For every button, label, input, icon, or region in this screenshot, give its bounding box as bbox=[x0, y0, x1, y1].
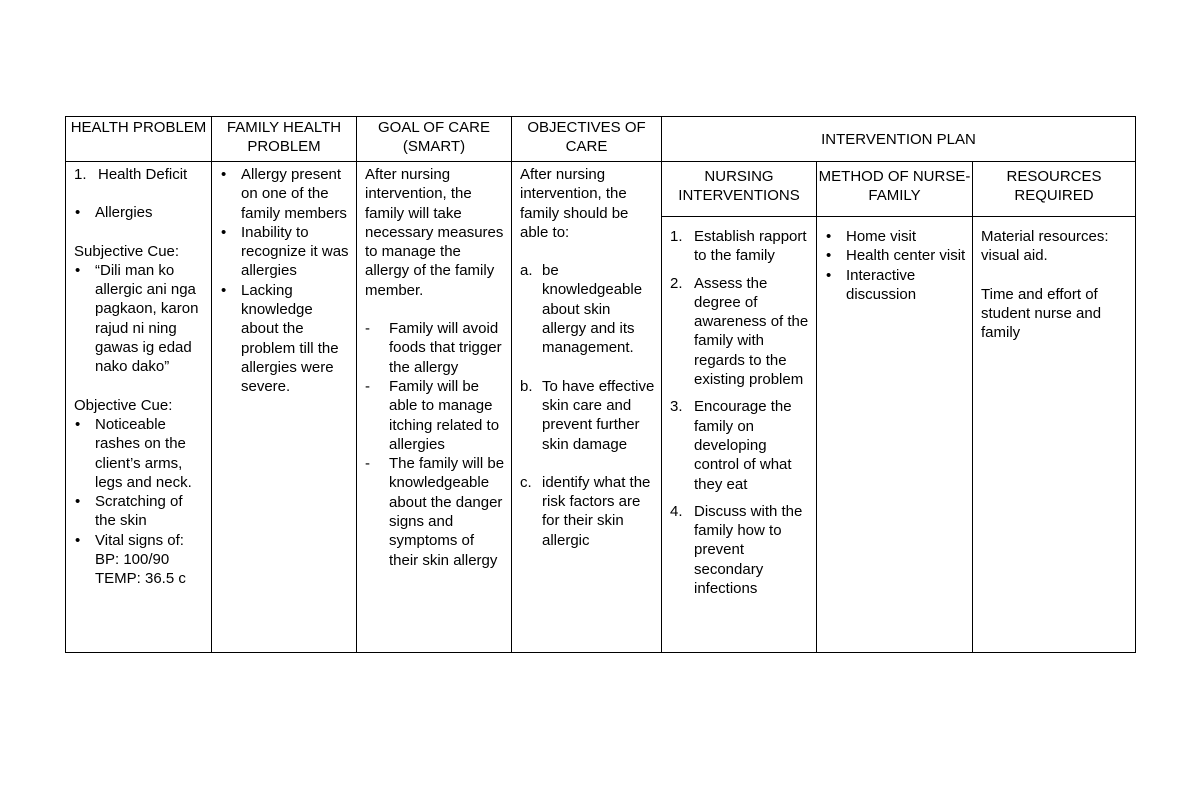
list-item: • Health center visit bbox=[825, 246, 966, 265]
header-nursing-interventions: NURSING INTERVENTIONS bbox=[662, 162, 817, 217]
vital-bp: BP: 100/90 bbox=[95, 551, 170, 569]
objective-cue-list bbox=[74, 415, 205, 589]
goal-list bbox=[365, 319, 505, 570]
header-method-of-contact: METHOD OF NURSE-FAMILY bbox=[817, 162, 973, 217]
list-item: • Interactive discussion bbox=[825, 266, 966, 305]
list-item: 2. Assess the degree of awareness of the family with regards to the existing problem bbox=[670, 274, 809, 389]
list-item: - Family will avoid foods that trigger the allergy bbox=[365, 319, 505, 377]
list-item: 1. Health Deficit bbox=[74, 166, 188, 183]
list-item: • Lacking knowledge about the problem till the allergies were severe. bbox=[220, 281, 350, 397]
family-care-plan-table bbox=[65, 116, 1136, 653]
method-of-contact-list bbox=[825, 227, 966, 304]
header-resources-required: RESOURCES REQUIRED bbox=[973, 162, 1136, 217]
list-item: - Family will be able to manage itching related to allergies bbox=[365, 377, 505, 454]
list-item: • Scratching of the skin bbox=[74, 492, 205, 531]
nursing-interventions-list bbox=[670, 227, 810, 598]
vital-temp: TEMP: 36.5 c bbox=[95, 570, 186, 588]
list-item: 3. Encourage the family on developing control of what they eat bbox=[670, 398, 792, 493]
header-goal-of-care: GOAL OF CARE (SMART) bbox=[357, 117, 512, 162]
list-item: a. be knowledgeable about skin allergy and its management. bbox=[520, 262, 643, 357]
objectives-of-care-cell bbox=[512, 162, 662, 653]
objectives-intro: After nursing intervention, the family should be able to: bbox=[520, 166, 629, 241]
list-item: • Inability to recognize it was allergies bbox=[220, 223, 350, 281]
list-item: 4. Discuss with the family how to prevent secondary infections bbox=[670, 502, 803, 598]
header-family-health-problem: FAMILY HEALTH PROBLEM bbox=[212, 117, 357, 162]
header-objectives-of-care: OBJECTIVES OF CARE bbox=[512, 117, 662, 162]
list-item: c. identify what the risk factors are for their skin allergic bbox=[520, 473, 651, 549]
health-problem-numbered-list bbox=[74, 165, 205, 184]
list-item: • Noticeable rashes on the client’s arms, legs and neck. bbox=[74, 415, 205, 492]
list-item: 1. Establish rapport to the family bbox=[670, 228, 807, 265]
objective-cue-label: Objective Cue: bbox=[74, 396, 173, 414]
material-resources: Material resources: visual aid. bbox=[981, 228, 1109, 265]
vital-signs-label: Vital signs of: bbox=[95, 531, 184, 549]
list-item: - The family will be knowledgeable about the danger signs and symptoms of their skin allergy bbox=[365, 454, 505, 570]
resources-required-cell bbox=[973, 217, 1136, 653]
nursing-interventions-cell bbox=[662, 217, 817, 653]
method-of-contact-cell bbox=[817, 217, 973, 653]
health-problem-bullets bbox=[74, 203, 205, 222]
list-item: • Home visit bbox=[825, 227, 966, 246]
family-health-problem-cell bbox=[212, 162, 357, 653]
header-intervention-plan: INTERVENTION PLAN bbox=[662, 117, 1136, 162]
list-item bbox=[74, 531, 205, 589]
list-item: • Allergy present on one of the family members bbox=[220, 165, 350, 223]
subjective-cue-label: Subjective Cue: bbox=[74, 242, 180, 260]
list-item: • Allergies bbox=[74, 203, 205, 222]
health-problem-cell bbox=[66, 162, 212, 653]
header-health-problem: HEALTH PROBLEM bbox=[66, 117, 212, 162]
goal-of-care-cell bbox=[357, 162, 512, 653]
time-and-effort: Time and effort of student nurse and family bbox=[981, 285, 1102, 342]
objectives-list bbox=[520, 261, 655, 550]
subjective-cue-list bbox=[74, 261, 205, 377]
family-health-problem-list bbox=[220, 165, 350, 397]
list-item: • “Dili man ko allergic ani nga pagkaon, karon rajud ni ning gawas ig edad nako dako” bbox=[74, 261, 205, 377]
goal-intro: After nursing intervention, the family will take necessary measures to manage the allergy of the family member. bbox=[365, 166, 504, 299]
list-item: b. To have effective skin care and prevent further skin damage bbox=[520, 377, 655, 453]
